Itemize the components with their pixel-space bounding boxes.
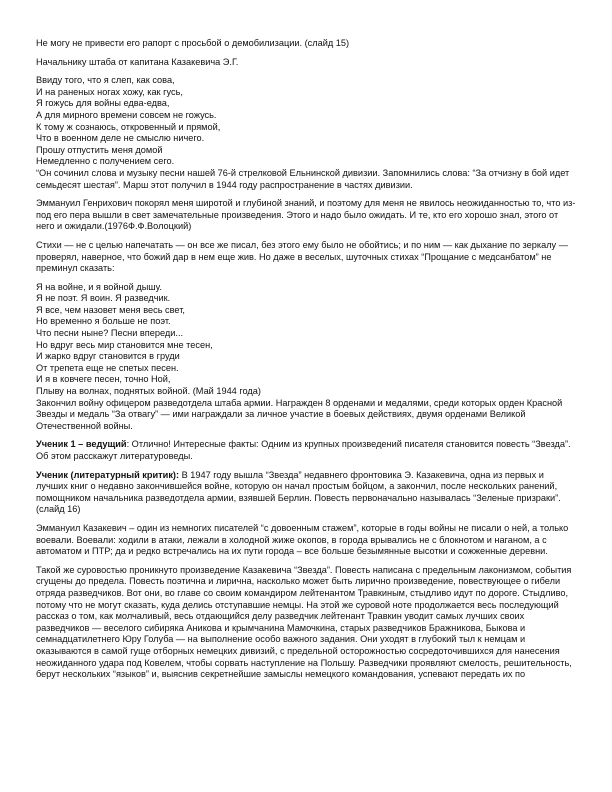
poem-line: Прошу отпустить меня домой bbox=[36, 144, 163, 155]
poem-report bbox=[36, 75, 576, 168]
paragraph-prewar-writers: Эммануил Казакевич – один из немногих писателей “с довоенным стажем”, которые в годы войны не писали о ней, а только воевали. Воевали: ходили в атаки, лежали в холодной жиже окопов, в города врывались не с блокнотом и наганом, а с автоматом и ПТР; да и редко встречались на их пути города – все больше безымянные высотки и сожженные деревни. bbox=[36, 522, 569, 557]
paragraph-song: “Он сочинил слова и музыку песни нашей 76-й стрелковой Ельнинской дивизии. Запомнились слова: “За отчизну в бой идет семьдесят шестая”. Марш этот получил в 1944 году распространение в частях дивизии. bbox=[36, 167, 570, 190]
paragraph-student-critic bbox=[36, 470, 576, 516]
speaker-label: Ученик (литературный критик): bbox=[36, 469, 180, 480]
poem-line: Я гожусь для войны едва-едва, bbox=[36, 98, 170, 109]
speaker-text: В 1947 году вышла “Звезда” недавнего фронтовика Э. Казакевича, одна из первых и лучших книг о недавно закончившейся войне, которую он начал простым бойцом, а закончил, после нескольких ранений, помощником начальника разведотдела армии, взявшей Берлин. Повесть первоначально называлась “Зеленые призраки”. (слайд 16) bbox=[36, 469, 561, 515]
paragraph-zvezda: Такой же суровостью проникнуто произведение Казакевича “Звезда”. Повесть написана с предельным лаконизмом, события сгущены до предела. Повесть поэтична и лирична, насколько может быть лирично произведение, повествующее о гибели отряда разведчиков. Вот они, во главе со своим командиром лейтенантом Травкиным, стыдливо идут по дороге. Стыдливо, потому что не могут сказать, куда делись отступавшие немцы. На этой же суровой ноте продолжается весь последующий рассказ о том, как молчаливый, весь отдающийся делу разведчик лейтенант Травкин уводит самых лучших своих разведчиков — веселого сибиряка Аникова и крымчанина Мамочкина, старых разведчиков Бражникова, Быкова и семнадцатилетнего Юру Голуба — на выполнение особо важного задания. Они уходят в глубокий тыл к немцам и оказываются в самой гуще отборных немецких дивизий, с предельной осторожностью сосредоточившихся для нанесения неожиданного удара под Ковелем, чтобы сорвать наступление на Польшу. Разведчики проявляют смелость, решительность, берут нескольких “языков” и, выяснив секретнейшие замыслы немецкого командования, успевают передать их по bbox=[36, 564, 572, 680]
poem-line: Что в военном деле не смыслю ничего. bbox=[36, 133, 205, 144]
poem-line: И я в ковчеге песен, точно Ной, bbox=[36, 374, 171, 385]
speaker-text: : Отлично! Интересные факты: Одним из крупных произведений писателя становится повесть “Звезда”. Об этом расскажут литературоведы. bbox=[36, 439, 571, 461]
paragraph-volotsky: Эммануил Генрихович покорял меня широтой и глубиной знаний, и поэтому для меня не явилось неожиданностью то, что из-под его пера вышли в свет замечательные произведения. Этого и надо было ожидать. И те, кто его хорошо знал, этого от него и ожидали.(1976Ф.Ф.Волоцкий) bbox=[36, 198, 576, 232]
poem-line: К тому ж сознаюсь, откровенный и прямой, bbox=[36, 121, 221, 132]
paragraph-report-intro: Не могу не привести его рапорт с просьбой о демобилизации. (слайд 15) bbox=[36, 38, 350, 48]
paragraph-awards: Закончил войну офицером разведотдела штаба армии. Награжден 8 орденами и медалями, среди которых орден Красной Звезды и медаль “За отвагу” — ими награждали за личное участие в боевых действиях, двумя орденами Великой Отечественной войны. bbox=[36, 397, 563, 431]
poem-line: И жарко вдруг становится в груди bbox=[36, 351, 180, 362]
poem-line: И на раненых ногах хожу, как гусь, bbox=[36, 86, 183, 97]
poem-medsanbat bbox=[36, 282, 576, 398]
paragraph-addressee: Начальнику штаба от капитана Казакевича Э.Г. bbox=[36, 56, 239, 67]
paragraph-poems: Стихи — не с целью напечатать — он все же писал, без этого ему было не обойтись; и по ним — как дыхание по зеркалу — проверял, наверное, что божий дар в нем еще жив. Но даже в веселых, шуточных стихах “Прощание с медсанбатом” не преминул сказать: bbox=[36, 239, 568, 274]
poem-line: Я все, чем назовет меня весь свет, bbox=[36, 304, 185, 315]
poem-line: Ввиду того, что я слеп, как сова, bbox=[36, 75, 175, 86]
paragraph-student-host bbox=[36, 439, 576, 462]
poem-line: Но временно я больше не поэт. bbox=[36, 316, 171, 327]
document-page bbox=[36, 38, 576, 688]
poem-line: Я на войне, и я войной дышу. bbox=[36, 281, 162, 292]
poem-line: Плыву на волнах, поднятых войной. (Май 1944 года) bbox=[36, 386, 261, 397]
poem-line: Я не поэт. Я воин. Я разведчик. bbox=[36, 293, 171, 304]
poem-line: Но вдруг весь мир становится мне тесен, bbox=[36, 339, 213, 350]
poem-line: А для мирного времени совсем не гожусь. bbox=[36, 109, 217, 120]
poem-line: От трепета еще не спетых песен. bbox=[36, 362, 179, 373]
poem-line: Что песни ныне? Песни впереди... bbox=[36, 328, 184, 339]
poem-line: Немедленно с получением сего. bbox=[36, 156, 175, 167]
speaker-label: Ученик 1 – ведущий bbox=[36, 439, 127, 450]
